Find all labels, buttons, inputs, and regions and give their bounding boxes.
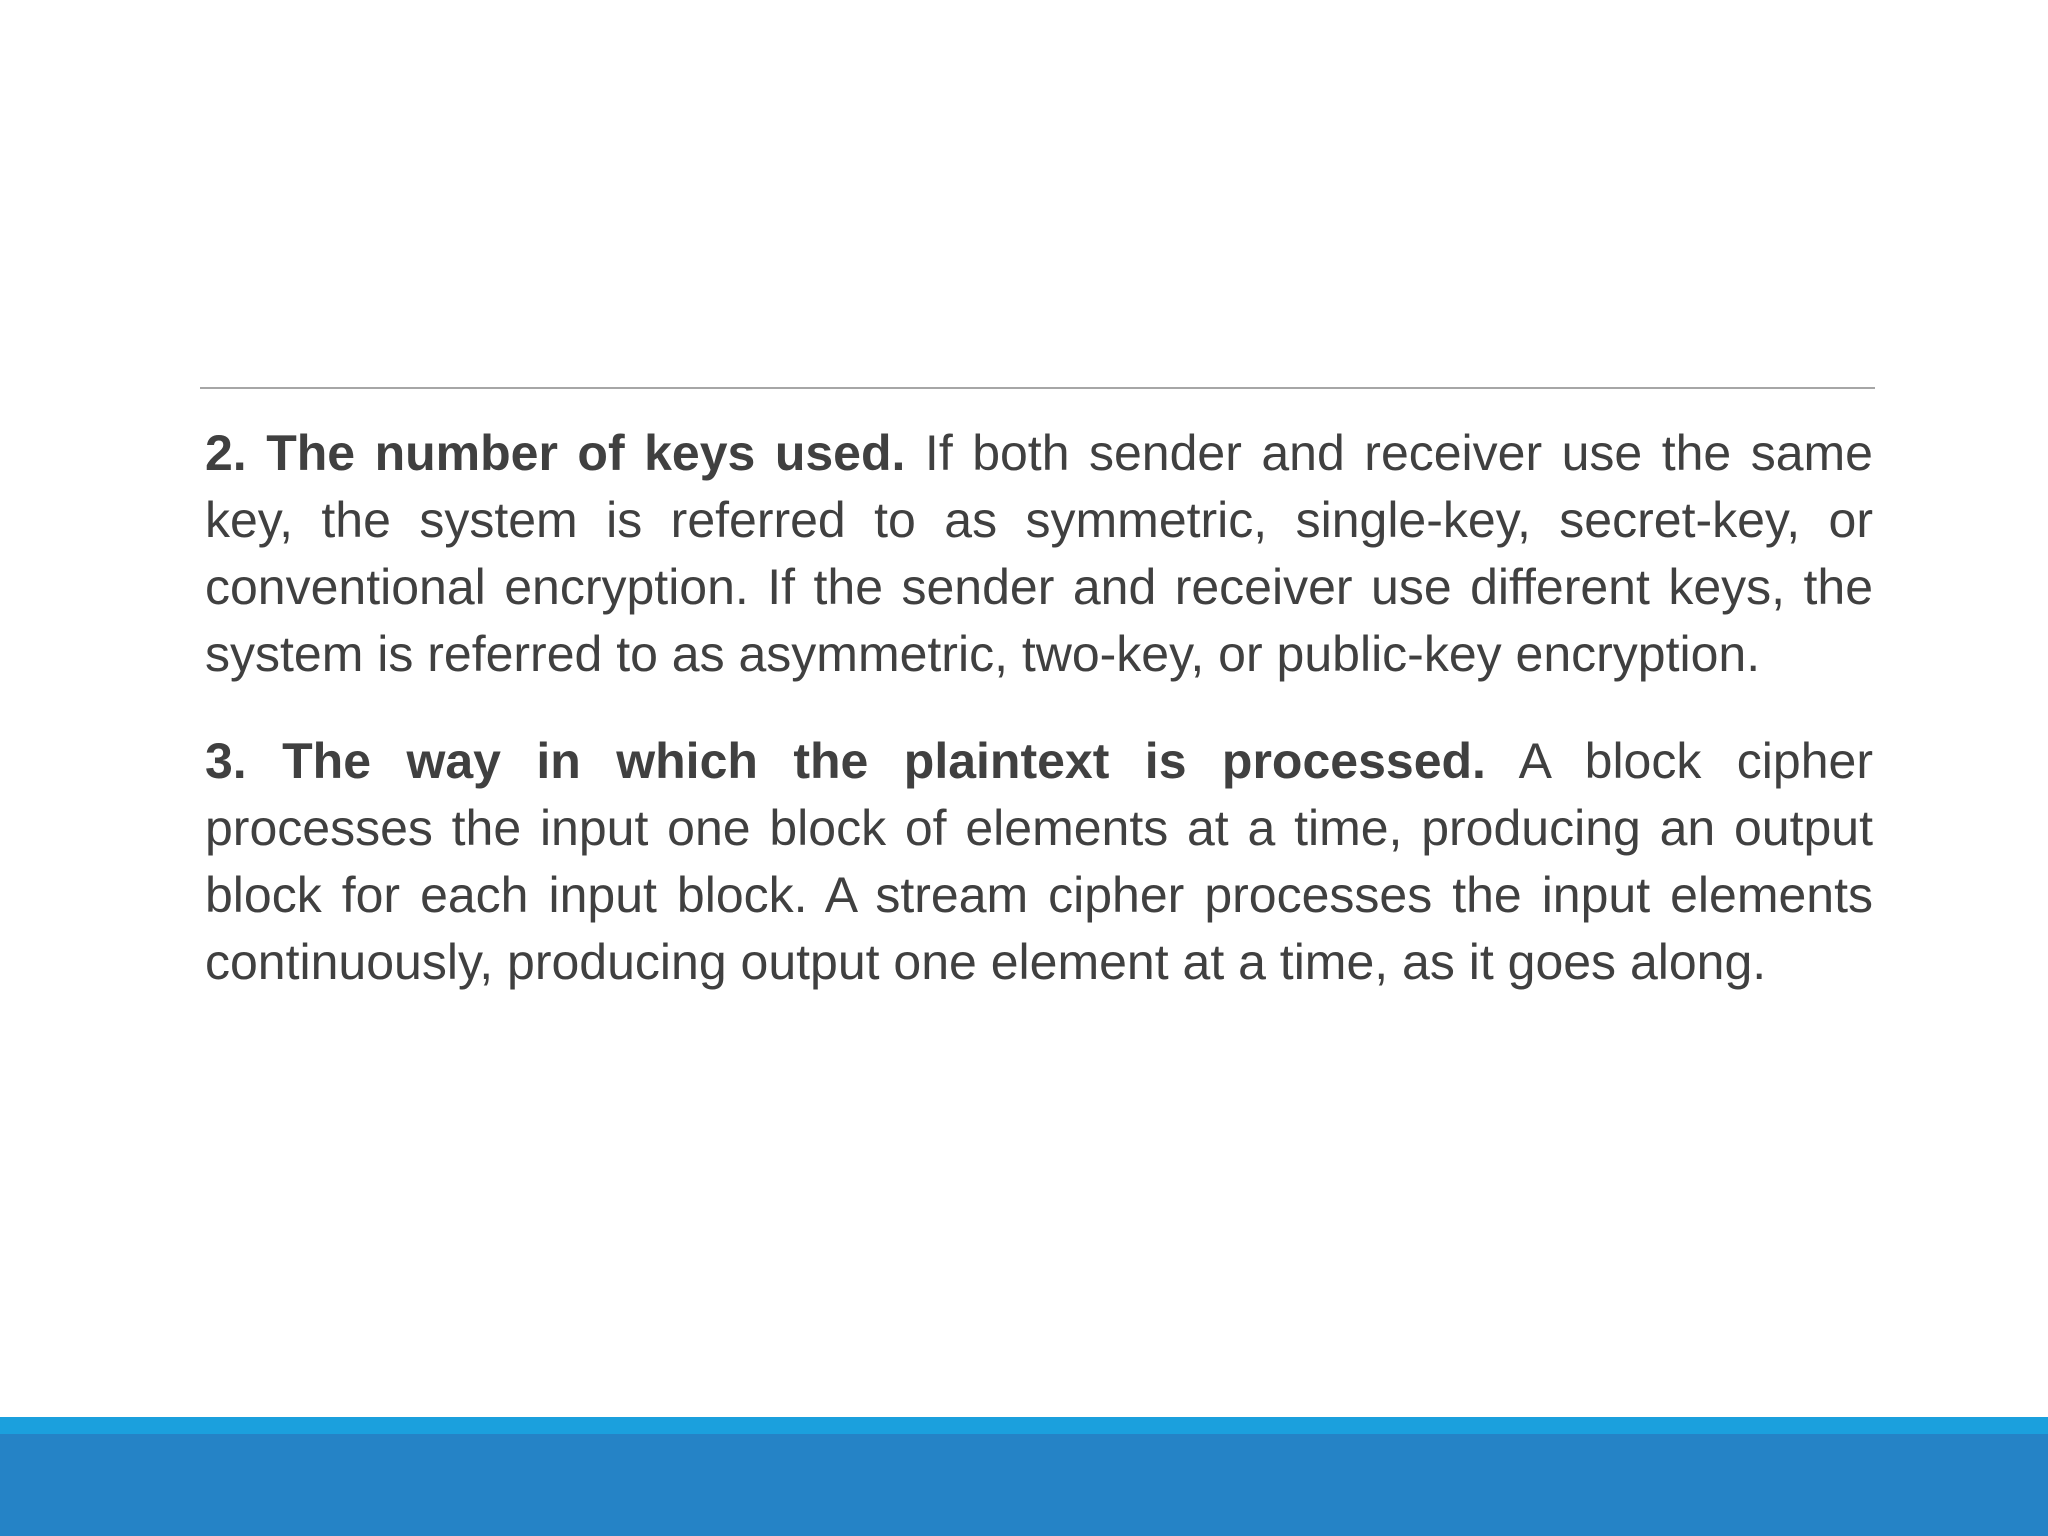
paragraph-lead: 3. The way in which the plaintext is processed. xyxy=(205,733,1486,789)
slide-body xyxy=(205,420,1873,996)
paragraph-lead: 2. The number of keys used. xyxy=(205,425,906,481)
paragraph-text: A block cipher processes the input one block of elements at a time, producing an output block for each input block. A stream cipher processes the input elements continuously, producing output one element at a time, as it goes along. xyxy=(205,733,1873,990)
top-divider xyxy=(200,387,1875,389)
footer-band-dark xyxy=(0,1434,2048,1536)
paragraph-plaintext-processing xyxy=(205,728,1873,996)
footer-band-light xyxy=(0,1417,2048,1434)
paragraph-text: If both sender and receiver use the same key, the system is referred to as symmetric, single-key, secret-key, or conventional encryption. If the sender and receiver use different keys, the system is referred to as asymmetric, two-key, or public-key encryption. xyxy=(205,425,1873,682)
paragraph-number-of-keys xyxy=(205,420,1873,688)
